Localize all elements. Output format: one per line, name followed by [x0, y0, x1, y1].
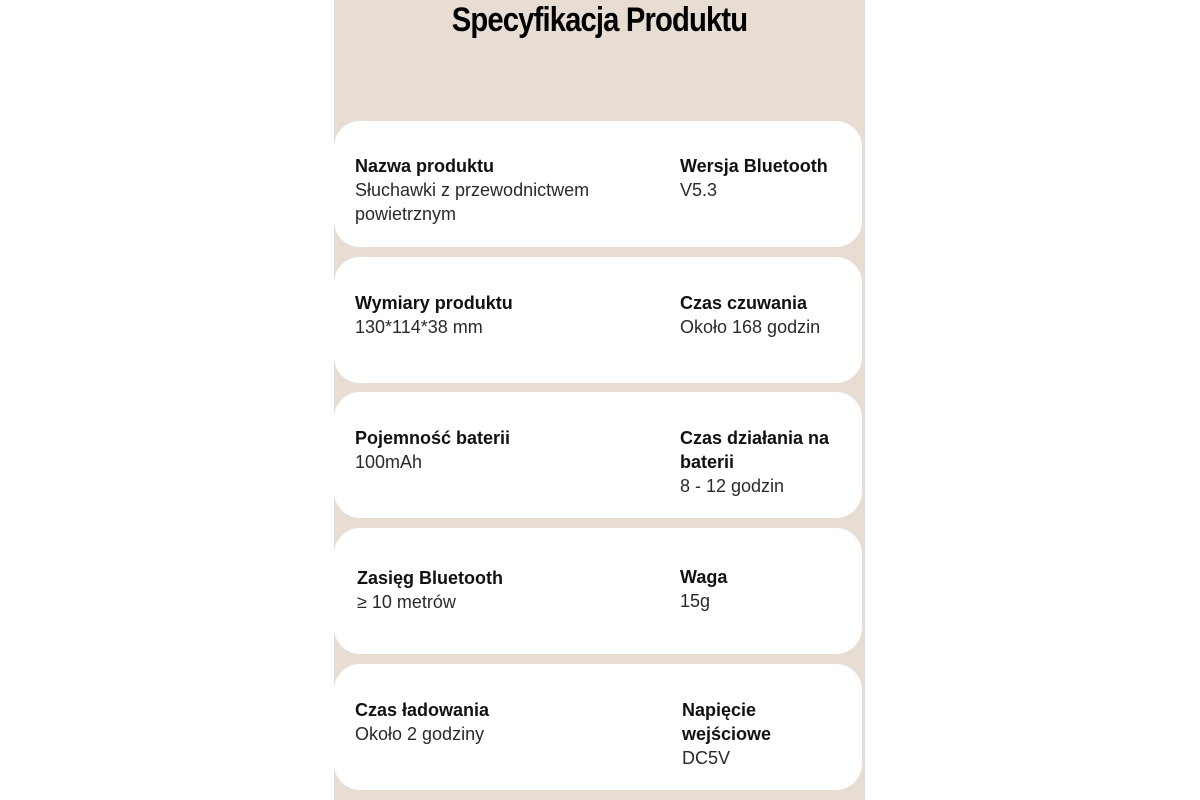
spec-value: 130*114*38 mm	[355, 317, 483, 337]
spec-card-name-bluetooth	[334, 121, 862, 247]
spec-item-weight	[680, 565, 855, 613]
spec-item-product-name	[355, 154, 655, 226]
spec-item-bluetooth-version	[680, 154, 855, 202]
spec-item-dimensions	[355, 291, 655, 339]
spec-sheet	[334, 0, 865, 800]
spec-label: Czas ładowania	[355, 700, 490, 720]
spec-item-charging-time	[355, 698, 655, 746]
spec-label: Czas działania na baterii	[680, 428, 830, 472]
spec-label: Waga	[680, 567, 728, 587]
spec-value: 15g	[680, 591, 711, 611]
spec-item-battery-capacity	[355, 426, 655, 474]
spec-value: Słuchawki z przewodnictwem powietrznym	[355, 180, 590, 224]
spec-label: Nazwa produktu	[355, 156, 495, 176]
spec-label: Wersja Bluetooth	[680, 156, 828, 176]
spec-item-input-voltage	[682, 698, 802, 770]
spec-label: Zasięg Bluetooth	[357, 568, 504, 588]
spec-value: V5.3	[680, 180, 718, 200]
spec-item-battery-life	[680, 426, 830, 498]
spec-label: Wymiary produktu	[355, 293, 513, 313]
spec-value: ≥ 10 metrów	[357, 592, 456, 612]
page-title: Specyfikacja Produktu	[451, 1, 748, 39]
spec-value: 8 - 12 godzin	[680, 476, 785, 496]
spec-item-standby-time	[680, 291, 855, 339]
spec-card-battery	[334, 392, 862, 518]
spec-card-charging-voltage	[334, 664, 862, 790]
spec-value: DC5V	[682, 748, 731, 768]
spec-item-bluetooth-range	[357, 566, 657, 614]
spec-label: Pojemność baterii	[355, 428, 511, 448]
spec-card-dimensions-standby	[334, 257, 862, 383]
spec-value: Około 2 godziny	[355, 724, 485, 744]
spec-value: Około 168 godzin	[680, 317, 821, 337]
spec-card-range-weight	[334, 528, 862, 654]
spec-label: Napięcie wejściowe	[682, 700, 772, 744]
spec-value: 100mAh	[355, 452, 423, 472]
spec-label: Czas czuwania	[680, 293, 808, 313]
